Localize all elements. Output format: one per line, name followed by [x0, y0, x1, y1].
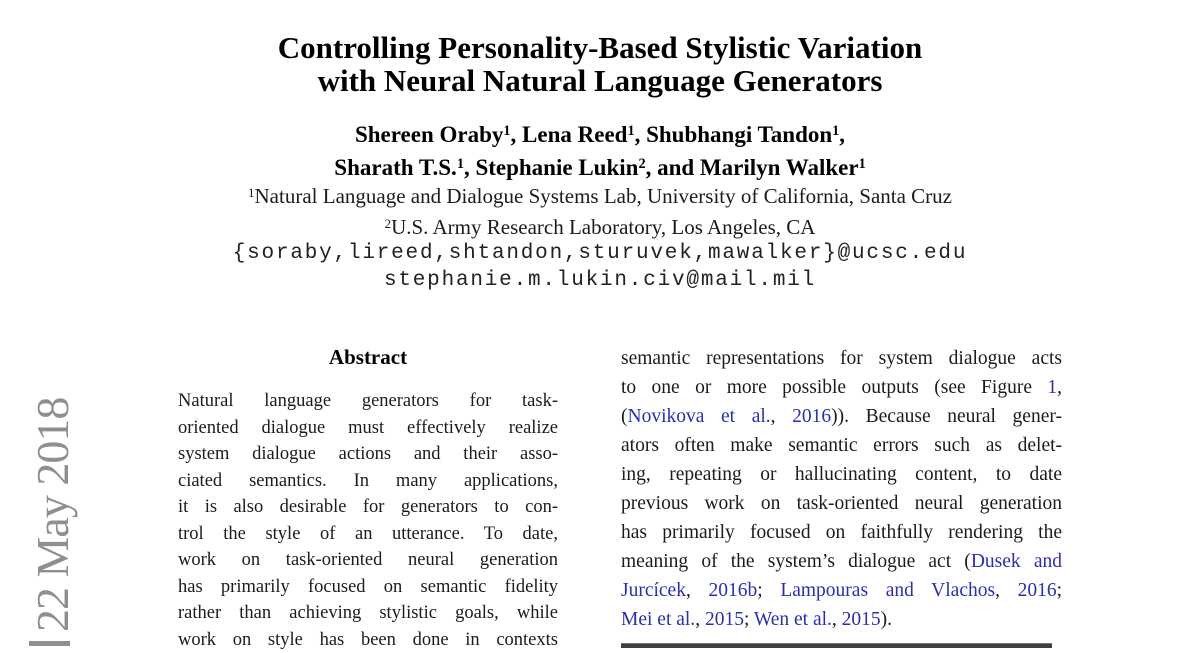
text-run: , — [995, 580, 1018, 601]
citation-link[interactable]: 2015 — [705, 609, 744, 630]
abstract-column — [178, 388, 558, 653]
text-line — [178, 600, 558, 627]
text-run: )). Because neural gener- — [831, 406, 1062, 427]
email-line-2: stephanie.m.lukin.civ@mail.mil — [0, 267, 1200, 294]
arxiv-watermark-stub — [29, 641, 70, 646]
right-column — [621, 344, 1062, 634]
text-line — [178, 388, 558, 415]
text-run: U.S. Army Research Laboratory, Los Angeles, CA — [391, 215, 815, 239]
text-run: , — [695, 609, 705, 630]
text-run: Natural Language and Dialogue Systems Lab, University of California, Santa Cruz — [255, 184, 952, 208]
citation-link[interactable]: 2016 — [792, 406, 831, 427]
text-run: ators often make semantic errors such as delet- — [621, 435, 1062, 456]
text-run: ; — [744, 609, 754, 630]
superscript: 1 — [503, 123, 510, 139]
text-line — [178, 468, 558, 495]
text-run: , Stephanie Lukin — [464, 155, 639, 180]
email-block — [0, 240, 1200, 294]
text-run: , — [771, 406, 793, 427]
text-run: oriented dialogue must effectively realize — [178, 418, 558, 438]
citation-link[interactable]: Lampouras and Vlachos — [780, 580, 995, 601]
citation-link[interactable]: 1 — [1047, 377, 1057, 398]
abstract-heading: Abstract — [178, 345, 558, 370]
text-line — [621, 489, 1062, 518]
authors-line-1 — [0, 120, 1200, 153]
text-run: , Lena Reed — [511, 122, 628, 147]
text-run: ( — [621, 406, 628, 427]
paper-title — [0, 31, 1200, 97]
text-run: semantic representations for system dialogue acts — [621, 348, 1062, 369]
email-line-1: {soraby,lireed,shtandon,sturuvek,mawalker}@ucsc.edu — [0, 240, 1200, 267]
text-line — [621, 518, 1062, 547]
superscript: 2 — [385, 216, 392, 231]
text-run: work on style has been done in contexts — [178, 630, 558, 650]
text-run: Shereen Oraby — [355, 122, 503, 147]
paper-title-line-2: with Neural Natural Language Generators — [0, 64, 1200, 97]
text-run: previous work on task-oriented neural generation — [621, 493, 1062, 514]
figure-box-top-rule — [621, 643, 1052, 648]
text-run: ciated semantics. In many applications, — [178, 471, 558, 491]
text-line — [621, 373, 1062, 402]
text-line — [178, 574, 558, 601]
text-line — [621, 344, 1062, 373]
text-line — [621, 605, 1062, 634]
text-run: ). — [881, 609, 892, 630]
text-line — [621, 431, 1062, 460]
text-line — [178, 627, 558, 653]
text-run: , — [1057, 377, 1062, 398]
text-line — [178, 547, 558, 574]
citation-link[interactable]: 2015 — [842, 609, 881, 630]
arxiv-watermark: 22 May 2018 — [30, 398, 76, 632]
text-run: has primarily focused on semantic fidelity — [178, 577, 558, 597]
text-line — [178, 415, 558, 442]
text-run: meaning of the system’s dialogue act ( — [621, 551, 971, 572]
text-run: , and Marilyn Walker — [646, 155, 859, 180]
affiliation-line-1 — [0, 182, 1200, 213]
text-run: Sharath T.S. — [334, 155, 457, 180]
text-run: , — [839, 122, 845, 147]
superscript: 1 — [457, 156, 464, 172]
citation-link[interactable]: Mei et al. — [621, 609, 695, 630]
text-run: has primarily focused on faithfully rendering the — [621, 522, 1062, 543]
text-run: it is also desirable for generators to con- — [178, 497, 558, 517]
paper-title-line-1: Controlling Personality-Based Stylistic Variation — [0, 31, 1200, 64]
text-run: , — [686, 580, 709, 601]
text-line — [621, 547, 1062, 576]
text-run: rather than achieving stylistic goals, while — [178, 603, 558, 623]
text-run: trol the style of an utterance. To date, — [178, 524, 558, 544]
text-run: , — [832, 609, 842, 630]
text-line — [621, 402, 1062, 431]
text-run: Natural language generators for task- — [178, 391, 558, 411]
citation-link[interactable]: 2016 — [1018, 580, 1057, 601]
text-run: to one or more possible outputs (see Figure — [621, 377, 1047, 398]
citation-link[interactable]: Novikova et al. — [628, 406, 771, 427]
text-line — [621, 460, 1062, 489]
citation-link[interactable]: Dusek and — [971, 551, 1062, 572]
text-run: ; — [757, 580, 780, 601]
text-run: ; — [1057, 580, 1062, 601]
superscript: 1 — [859, 156, 866, 172]
text-run: ing, repeating or hallucinating content, to date — [621, 464, 1062, 485]
text-line — [178, 441, 558, 468]
text-run: work on task-oriented neural generation — [178, 550, 558, 570]
citation-link[interactable]: 2016b — [709, 580, 758, 601]
citation-link[interactable]: Wen et al. — [754, 609, 832, 630]
superscript: 1 — [832, 123, 839, 139]
text-run: system dialogue actions and their asso- — [178, 444, 558, 464]
text-run: , Shubhangi Tandon — [635, 122, 833, 147]
text-line — [178, 521, 558, 548]
text-line — [178, 494, 558, 521]
title-block — [0, 31, 1200, 97]
affiliations — [0, 182, 1200, 244]
citation-link[interactable]: Jurcícek — [621, 580, 686, 601]
text-line — [621, 576, 1062, 605]
superscript: 1 — [248, 185, 255, 200]
superscript: 1 — [627, 123, 634, 139]
author-list — [0, 120, 1200, 186]
superscript: 2 — [638, 156, 645, 172]
